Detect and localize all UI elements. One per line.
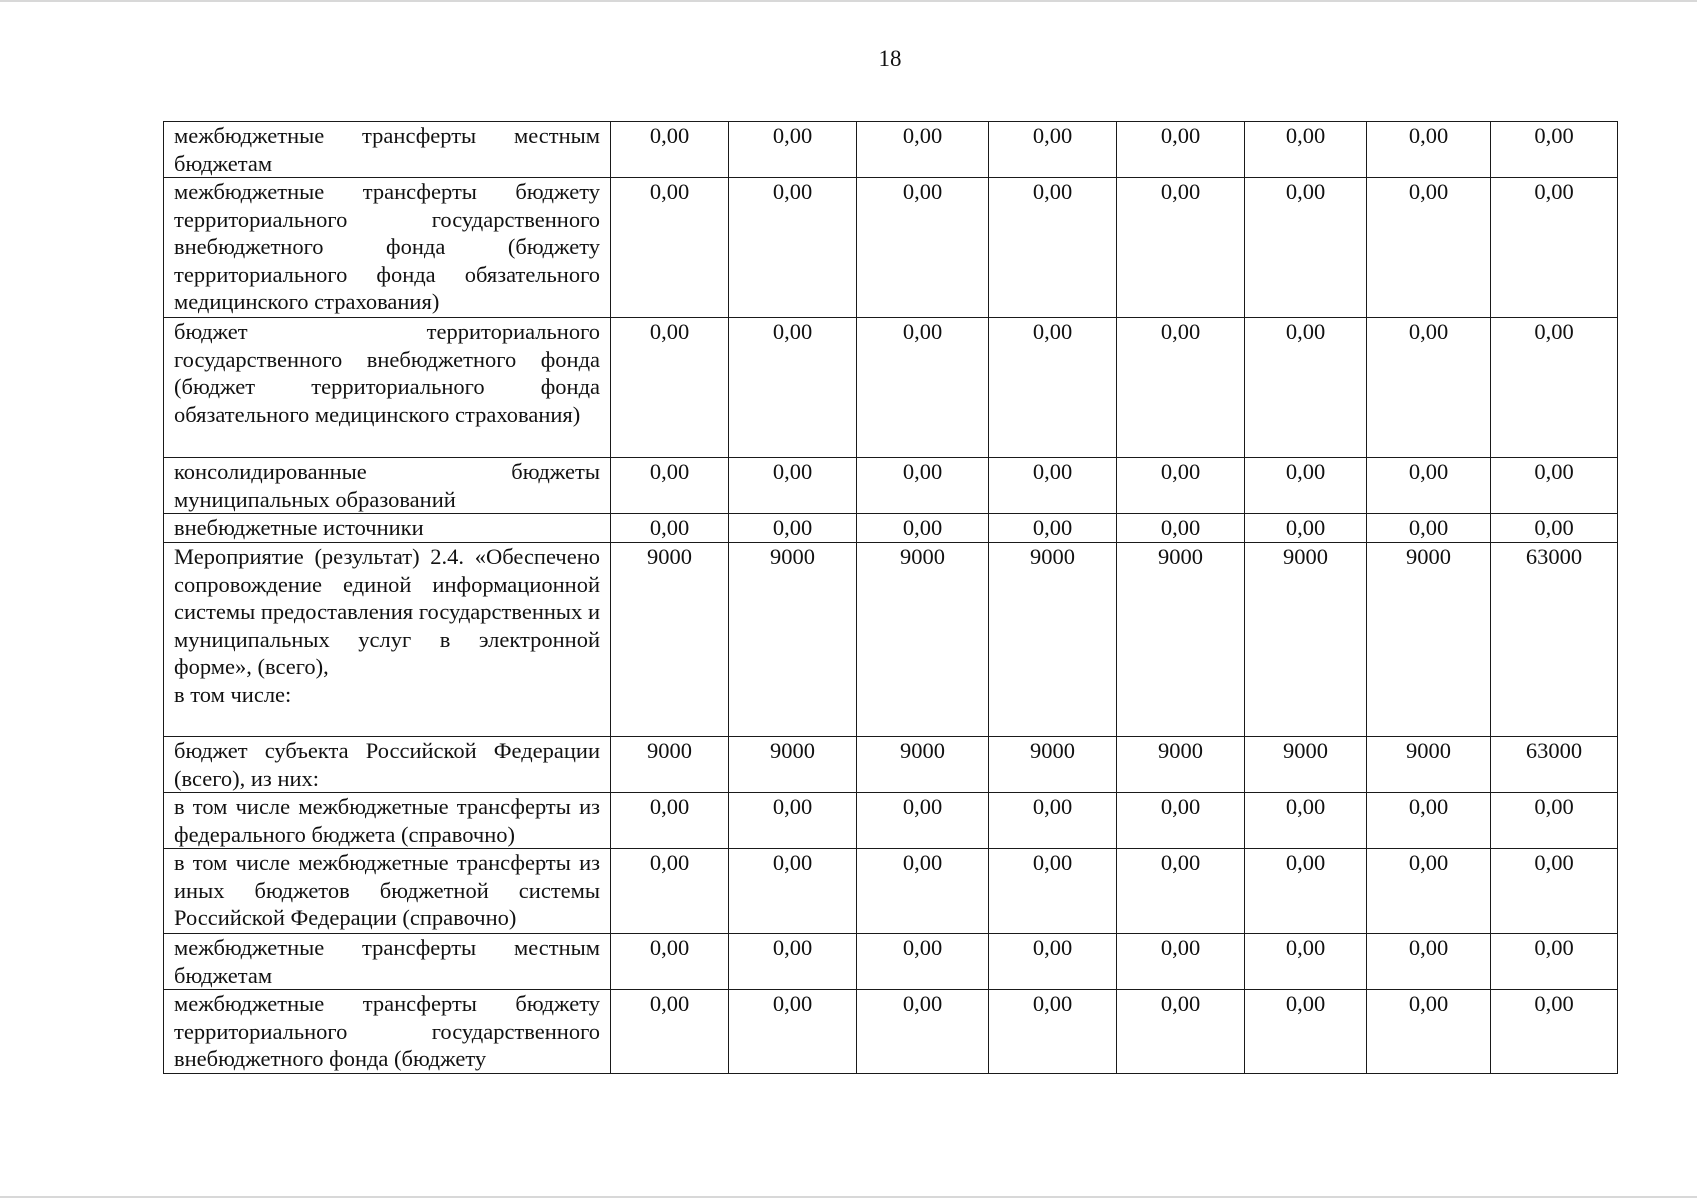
- value-cell: 0,00: [857, 793, 989, 849]
- table-row: [164, 793, 1618, 849]
- row-label-cell: [164, 514, 611, 543]
- value-cell: 0,00: [989, 934, 1117, 990]
- row-label-cell: [164, 934, 611, 990]
- value-cell: 0,00: [729, 122, 857, 178]
- table-row: [164, 122, 1618, 178]
- value-cell: 9000: [1117, 737, 1245, 793]
- value-cell: 9000: [857, 543, 989, 737]
- value-cell: 0,00: [1245, 514, 1367, 543]
- value-cell: 0,00: [1245, 458, 1367, 514]
- value-cell: 0,00: [1245, 178, 1367, 318]
- value-cell: 0,00: [611, 458, 729, 514]
- table-row: [164, 737, 1618, 793]
- budget-table: [163, 121, 1618, 1074]
- value-cell: 0,00: [1491, 122, 1618, 178]
- value-cell: 9000: [989, 543, 1117, 737]
- table-body: [164, 122, 1618, 1074]
- value-cell: 0,00: [1245, 849, 1367, 934]
- value-cell: 0,00: [1491, 318, 1618, 458]
- value-cell: 0,00: [989, 990, 1117, 1074]
- row-label-cell: [164, 849, 611, 934]
- value-cell: 0,00: [989, 514, 1117, 543]
- row-label: межбюджетные трансферты бюджету территориального государственного внебюджетного фонда (бюджету: [174, 991, 600, 1071]
- table-row: [164, 514, 1618, 543]
- value-cell: 9000: [729, 737, 857, 793]
- value-cell: 0,00: [729, 318, 857, 458]
- value-cell: 0,00: [729, 793, 857, 849]
- value-cell: 0,00: [1245, 122, 1367, 178]
- value-cell: 0,00: [989, 318, 1117, 458]
- value-cell: 0,00: [1117, 122, 1245, 178]
- table-row: [164, 318, 1618, 458]
- value-cell: 0,00: [1367, 990, 1491, 1074]
- value-cell: 9000: [729, 543, 857, 737]
- row-label-cell: [164, 178, 611, 318]
- value-cell: 9000: [611, 543, 729, 737]
- value-cell: 0,00: [857, 849, 989, 934]
- value-cell: 0,00: [1117, 514, 1245, 543]
- page-number: 18: [878, 46, 902, 71]
- value-cell: 0,00: [1367, 122, 1491, 178]
- value-cell: 0,00: [989, 178, 1117, 318]
- row-label: Мероприятие (результат) 2.4. «Обеспечено сопровождение единой информационной системы предоставления государственных и муниципальных услуг в электронной форме», (всего),: [174, 544, 600, 679]
- value-cell: 0,00: [611, 318, 729, 458]
- value-cell: 0,00: [611, 934, 729, 990]
- scan-edge-bottom: [0, 1196, 1697, 1198]
- value-cell: 0,00: [857, 514, 989, 543]
- scan-edge-top: [0, 0, 1697, 2]
- row-label: консолидированные бюджеты муниципальных образований: [174, 459, 600, 512]
- row-label-cell: [164, 458, 611, 514]
- value-cell: 0,00: [1117, 849, 1245, 934]
- value-cell: 9000: [989, 737, 1117, 793]
- row-label-cell: [164, 990, 611, 1074]
- value-cell: 0,00: [857, 458, 989, 514]
- value-cell: 0,00: [729, 514, 857, 543]
- value-cell: 9000: [1367, 543, 1491, 737]
- row-label-cell: [164, 122, 611, 178]
- value-cell: 0,00: [989, 458, 1117, 514]
- value-cell: 0,00: [729, 178, 857, 318]
- value-cell: 0,00: [989, 122, 1117, 178]
- value-cell: 9000: [1117, 543, 1245, 737]
- value-cell: 0,00: [611, 849, 729, 934]
- row-label: в том числе межбюджетные трансферты из федерального бюджета (справочно): [174, 794, 600, 847]
- table-row: [164, 990, 1618, 1074]
- value-cell: 0,00: [1117, 934, 1245, 990]
- value-cell: 0,00: [729, 849, 857, 934]
- value-cell: 0,00: [611, 793, 729, 849]
- value-cell: 0,00: [1367, 934, 1491, 990]
- value-cell: 0,00: [611, 514, 729, 543]
- value-cell: 0,00: [1117, 793, 1245, 849]
- value-cell: 0,00: [611, 122, 729, 178]
- value-cell: 0,00: [857, 178, 989, 318]
- value-cell: 0,00: [1367, 514, 1491, 543]
- value-cell: 0,00: [611, 990, 729, 1074]
- value-cell: 0,00: [729, 458, 857, 514]
- value-cell: 0,00: [1117, 458, 1245, 514]
- value-cell: 0,00: [1245, 990, 1367, 1074]
- table-row: [164, 934, 1618, 990]
- row-label-cell: [164, 318, 611, 458]
- value-cell: 0,00: [1491, 178, 1618, 318]
- table-row: [164, 849, 1618, 934]
- value-cell: 0,00: [1245, 318, 1367, 458]
- value-cell: 9000: [1245, 543, 1367, 737]
- value-cell: 9000: [857, 737, 989, 793]
- value-cell: 0,00: [1367, 458, 1491, 514]
- value-cell: 0,00: [1117, 178, 1245, 318]
- value-cell: 0,00: [1491, 990, 1618, 1074]
- table-row: [164, 178, 1618, 318]
- value-cell: 0,00: [1367, 178, 1491, 318]
- value-cell: 0,00: [611, 178, 729, 318]
- row-label: межбюджетные трансферты местным бюджетам: [174, 123, 600, 176]
- value-cell: 0,00: [857, 122, 989, 178]
- value-cell: 0,00: [1117, 318, 1245, 458]
- value-cell: 9000: [1367, 737, 1491, 793]
- row-label: бюджет территориального государственного внебюджетного фонда (бюджет территориального фонда обязательного медицинского страхования): [174, 319, 600, 427]
- value-cell: 9000: [611, 737, 729, 793]
- row-label: межбюджетные трансферты бюджету территориального государственного внебюджетного фонда (бюджету территориального фонда обязательного медицинского страхования): [174, 179, 600, 314]
- value-cell: 0,00: [1491, 514, 1618, 543]
- value-cell: 0,00: [857, 990, 989, 1074]
- value-cell: 0,00: [1117, 990, 1245, 1074]
- value-cell: 0,00: [729, 990, 857, 1074]
- row-label-cell: [164, 737, 611, 793]
- value-cell: 0,00: [1367, 318, 1491, 458]
- row-label: внебюджетные источники: [174, 515, 424, 540]
- value-cell: 0,00: [989, 849, 1117, 934]
- value-cell: 0,00: [1491, 849, 1618, 934]
- value-cell: 0,00: [1491, 793, 1618, 849]
- value-cell: 0,00: [857, 934, 989, 990]
- table-row: [164, 543, 1618, 737]
- value-cell: 63000: [1491, 737, 1618, 793]
- value-cell: 0,00: [989, 793, 1117, 849]
- row-label-cell: [164, 793, 611, 849]
- value-cell: 63000: [1491, 543, 1618, 737]
- value-cell: 0,00: [1491, 934, 1618, 990]
- value-cell: 0,00: [1491, 458, 1618, 514]
- value-cell: 0,00: [1245, 934, 1367, 990]
- value-cell: 0,00: [729, 934, 857, 990]
- value-cell: 0,00: [1367, 849, 1491, 934]
- table-row: [164, 458, 1618, 514]
- row-label-cell: [164, 543, 611, 737]
- row-label: в том числе межбюджетные трансферты из иных бюджетов бюджетной системы Российской Федерации (справочно): [174, 850, 600, 930]
- value-cell: 0,00: [857, 318, 989, 458]
- row-label-extra: в том числе:: [174, 681, 292, 707]
- row-label: бюджет субъекта Российской Федерации (всего), из них:: [174, 738, 600, 791]
- value-cell: 0,00: [1367, 793, 1491, 849]
- value-cell: 0,00: [1245, 793, 1367, 849]
- value-cell: 9000: [1245, 737, 1367, 793]
- row-label: межбюджетные трансферты местным бюджетам: [174, 935, 600, 988]
